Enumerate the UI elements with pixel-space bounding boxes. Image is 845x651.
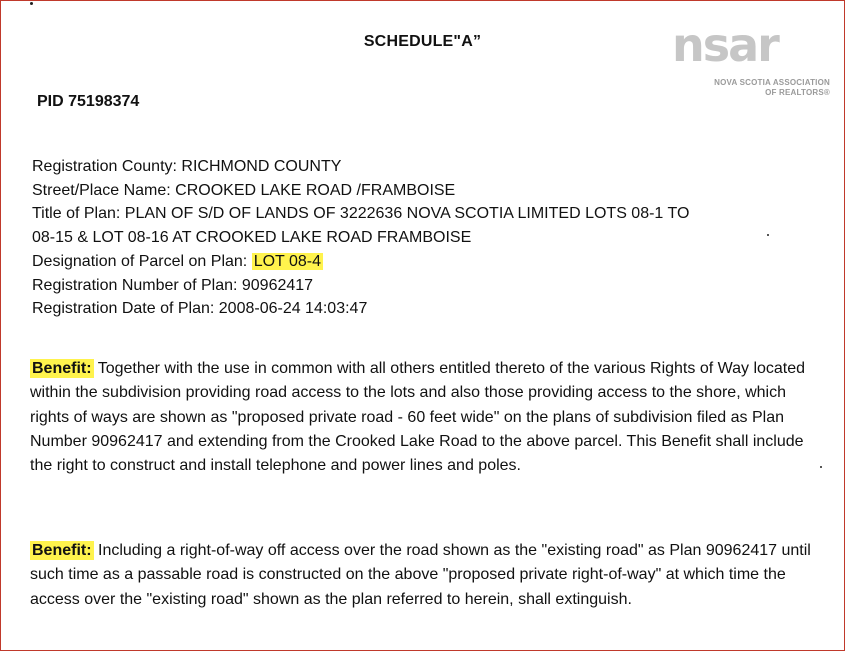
plan-title-line-1: Title of Plan: PLAN OF S/D OF LANDS OF 3222636 NOVA SCOTIA LIMITED LOTS 08-1 TO — [32, 205, 690, 223]
registration-county: Registration County: RICHMOND COUNTY — [32, 158, 342, 175]
designation-value-highlight: LOT 08-4 — [253, 252, 321, 270]
nsar-logo — [672, 18, 832, 102]
pid-label: PID 75198374 — [37, 93, 140, 110]
parcel-designation — [32, 250, 822, 274]
logo-line-1: NOVA SCOTIA ASSOCIATION — [714, 78, 830, 87]
benefit-label-2: Benefit: — [32, 542, 92, 559]
benefit-label-1: Benefit: — [32, 360, 92, 377]
document-title: SCHEDULE"A” — [363, 33, 482, 50]
logo-line-2: OF REALTORS® — [765, 88, 830, 97]
logo-wordmark: nsar — [672, 18, 778, 72]
benefit-paragraph-1 — [30, 357, 825, 478]
plan-registration-number: Registration Number of Plan: 90962417 — [32, 276, 314, 294]
benefit-text-1: Together with the use in common with all others entitled thereto of the various Rights of Way located within the subdivision providing road access to the lots and also those providing access to the shore, which rights of ways are shown as "proposed private road - 60 feet wide" on the plans of subdivision filed as Plan Number 90962417 and extending from the Crooked Lake Road to the above parcel. This Benefit shall include the right to construct and install telephone and power lines and poles. — [30, 360, 806, 475]
benefit-text-2: Including a right-of-way off access over the road shown as the "existing road" as Plan 90962417 until such time as a passable road is constructed on the above "proposed private right-of-way" at which time the access over the "existing road" shown as the plan referred to herein, shall extinguish. — [30, 542, 811, 608]
street-place-name: Street/Place Name: CROOKED LAKE ROAD /FRAMBOISE — [32, 181, 456, 199]
plan-registration-date: Registration Date of Plan: 2008-06-24 14:03:47 — [32, 300, 368, 318]
scan-speck — [30, 2, 33, 5]
benefit-paragraph-2 — [30, 539, 825, 612]
scan-speck — [820, 466, 822, 468]
registration-details — [32, 155, 822, 321]
plan-title-line-2: 08-15 & LOT 08-16 AT CROOKED LAKE ROAD FRAMBOISE — [32, 229, 472, 247]
designation-label: Designation of Parcel on Plan: — [32, 252, 252, 270]
scan-speck — [767, 234, 769, 236]
